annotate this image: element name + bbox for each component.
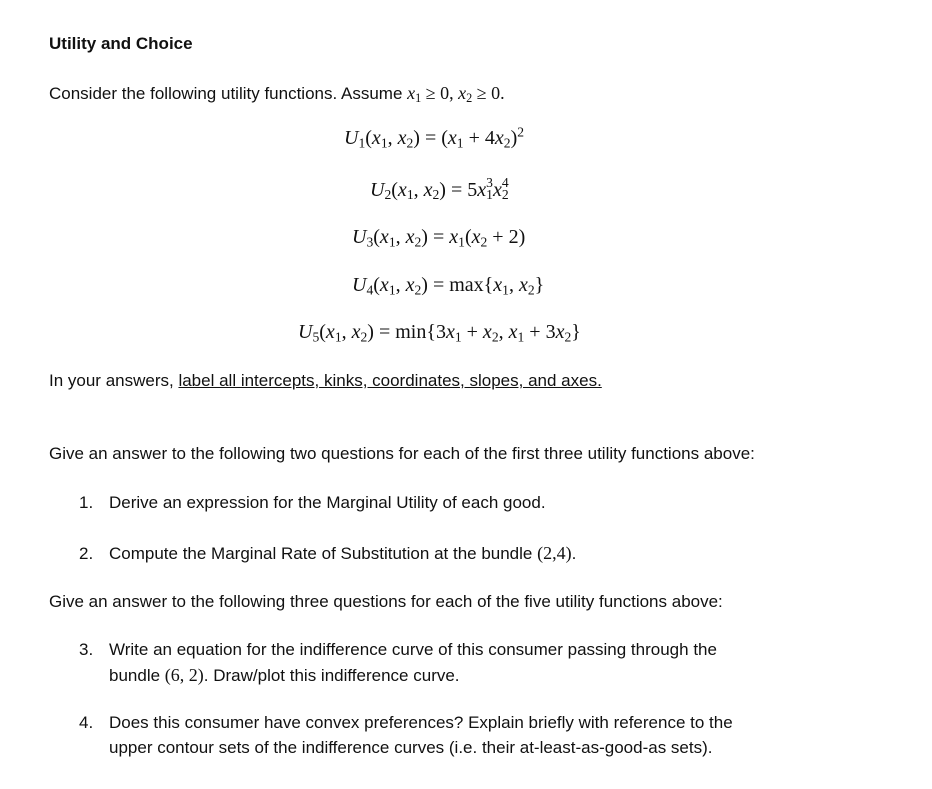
item-text-line1: Write an equation for the indifference curve of this consumer passing through the xyxy=(109,640,717,659)
intro-assumption: $x_1 \ge 0$, $x_2 \ge 0$. xyxy=(407,83,505,106)
list-item xyxy=(79,640,717,660)
equation-u5: $U_5(x_1$, $x_2) = \min\{3x_1 + x_2$, $x_1 + 3x_2$} xyxy=(298,321,581,345)
list-item xyxy=(79,713,733,733)
item-text: Derive an expression for the Marginal Utility of each good. xyxy=(109,493,546,512)
instruction-line xyxy=(49,371,602,391)
intro-text: Consider the following utility functions. Assume xyxy=(49,84,408,103)
instruction-prefix: In your answers, xyxy=(49,371,179,390)
section1-heading: Give an answer to the following two questions for each of the first three utility functions above: xyxy=(49,444,755,463)
list-item xyxy=(79,493,546,513)
list-item-continuation: bundle (6, 2). Draw/plot this indifference curve. xyxy=(109,665,460,685)
bundle-math: (6, 2) xyxy=(164,665,204,685)
equation-u3: $U_3(x_1$, $x_2) = x_1(x_2 + 2)$ xyxy=(352,226,526,250)
item-text-line1: Does this consumer have convex preferences? Explain briefly with reference to the xyxy=(109,713,733,732)
equation-u2: $U_2(x_1$, $x_2) = 5x$ 3 1 x 4 2 xyxy=(370,175,509,203)
item-number: 1. xyxy=(79,493,94,512)
section2-heading: Give an answer to the following three questions for each of the five utility functions above: xyxy=(49,592,723,611)
list-item-continuation: upper contour sets of the indifference curves (i.e. their at-least-as-good-as sets). xyxy=(109,738,713,757)
equation-u4: $U_4(x_1$, $x_2) = \max\{x_1$, $x_2$} xyxy=(352,274,545,298)
intro-line xyxy=(49,83,505,104)
list-item: 2. Compute the Marginal Rate of Substitution at the bundle (2,4). xyxy=(79,543,577,563)
instruction-underlined: label all intercepts, kinks, coordinates, slopes, and axes. xyxy=(178,371,602,390)
item-number: 2. xyxy=(79,544,94,563)
bundle-math: (2,4) xyxy=(537,543,572,563)
equation-u1: $U_1(x_1$, $x_2) = (x_1 + 4x_2)^2$ xyxy=(344,124,525,151)
page-title: Utility and Choice xyxy=(49,34,193,53)
item-number: 3. xyxy=(79,640,94,659)
item-text: Compute the Marginal Rate of Substitution at the bundle xyxy=(109,544,538,563)
item-number: 4. xyxy=(79,713,94,732)
